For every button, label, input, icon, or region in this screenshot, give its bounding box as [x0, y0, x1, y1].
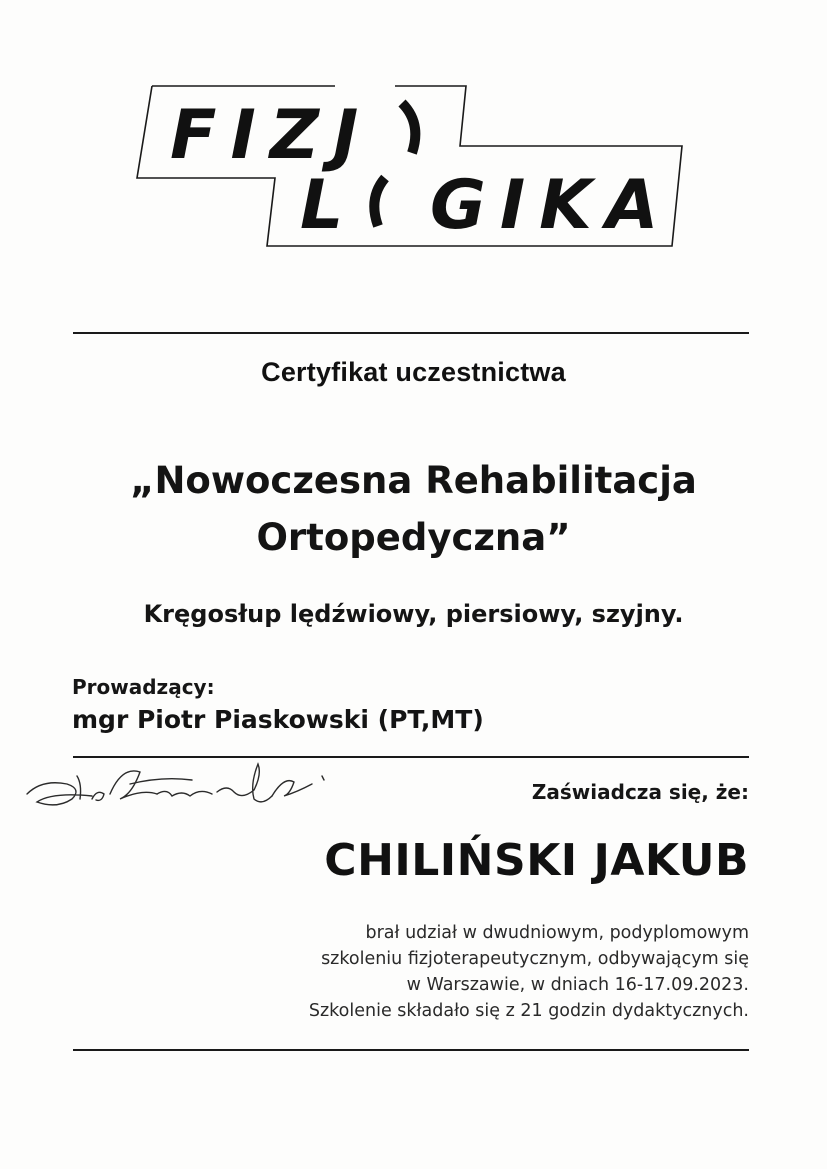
- course-title-line-1: „Nowoczesna Rehabilitacja: [130, 459, 697, 502]
- course-subtitle: Kręgosłup lędźwiowy, piersiowy, szyjny.: [143, 600, 684, 628]
- description-line: brał udział w dwudniowym, podyplomowym: [365, 923, 749, 943]
- svg-text:FIZJ: FIZJ: [170, 96, 373, 175]
- certificate-title: Certyfikat uczestnictwa: [261, 357, 566, 387]
- attestation-label: Zaświadcza się, że:: [531, 780, 749, 804]
- course-description: [229, 920, 749, 1024]
- description-line: Szkolenie składało się z 21 godzin dydaktycznych.: [308, 1001, 749, 1021]
- description-line: w Warszawie, w dniach 16-17.09.2023.: [406, 975, 749, 995]
- bottom-divider: [73, 1049, 749, 1051]
- instructor-label: Prowadzący:: [72, 675, 215, 699]
- participant-name: CHILIŃSKI JAKUB: [324, 835, 749, 886]
- fizjologika-logo: [130, 78, 690, 253]
- instructor-name: mgr Piotr Piaskowski (PT,MT): [72, 705, 484, 734]
- instructor-signature: [22, 754, 342, 824]
- course-title-line-2: Ortopedyczna”: [256, 516, 571, 559]
- svg-text:GIKA: GIKA: [430, 166, 673, 245]
- top-divider: [73, 332, 749, 334]
- course-title: [60, 452, 767, 566]
- description-line: szkoleniu fizjoterapeutycznym, odbywającym się: [321, 949, 749, 969]
- svg-text:L: L: [300, 166, 344, 245]
